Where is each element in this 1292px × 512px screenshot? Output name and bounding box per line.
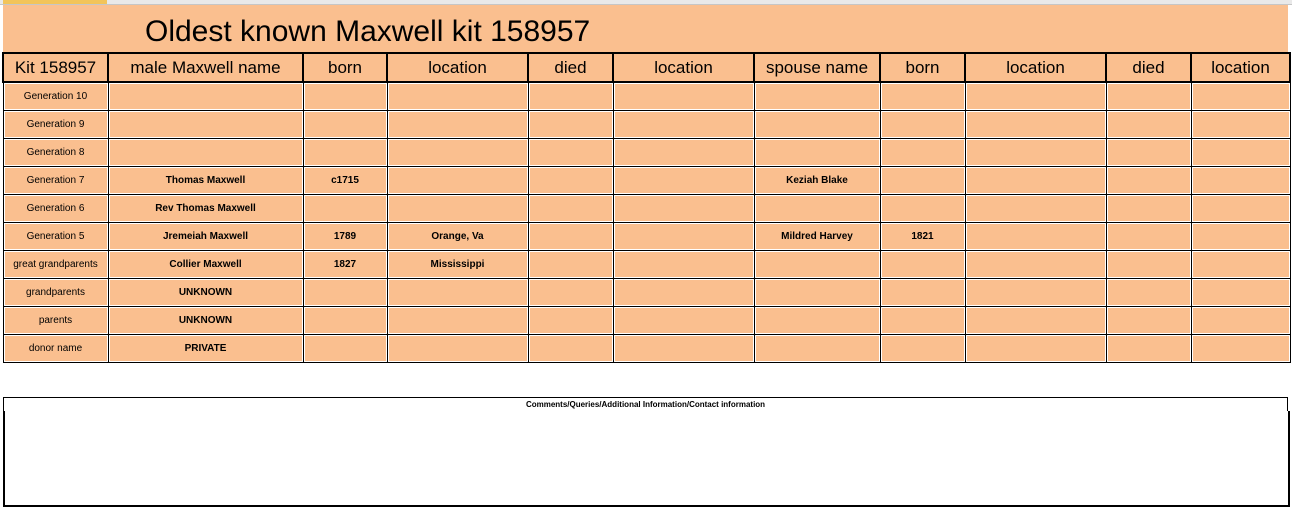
comments-input-area[interactable]	[3, 411, 1290, 507]
table-cell[interactable]: Keziah Blake	[754, 167, 880, 195]
table-cell[interactable]: 1821	[880, 223, 965, 251]
row-label-cell[interactable]: Generation 6	[3, 195, 108, 223]
table-cell[interactable]	[613, 335, 754, 363]
table-cell[interactable]	[613, 139, 754, 167]
ancestry-table	[2, 52, 1291, 363]
table-cell[interactable]	[1191, 251, 1290, 279]
table-cell[interactable]	[1191, 307, 1290, 335]
table-cell[interactable]	[108, 82, 303, 111]
comments-label[interactable]: Comments/Queries/Additional Information/Contact information	[3, 397, 1288, 413]
table-body	[3, 82, 1290, 363]
table-cell[interactable]	[1191, 167, 1290, 195]
table-cell[interactable]: UNKNOWN	[108, 307, 303, 335]
table-cell[interactable]: Mildred Harvey	[754, 223, 880, 251]
table-cell[interactable]	[613, 167, 754, 195]
row-label-cell[interactable]: Generation 8	[3, 139, 108, 167]
table-cell[interactable]	[528, 195, 613, 223]
table-row	[3, 307, 1290, 335]
table-cell[interactable]	[1191, 223, 1290, 251]
table-cell[interactable]	[387, 307, 528, 335]
table-cell[interactable]: Thomas Maxwell	[108, 167, 303, 195]
table-cell[interactable]	[1106, 167, 1191, 195]
column-header[interactable]: born	[880, 53, 965, 82]
column-header[interactable]: male Maxwell name	[108, 53, 303, 82]
table-cell[interactable]	[880, 195, 965, 223]
table-cell[interactable]	[1191, 335, 1290, 363]
table-cell[interactable]	[1106, 279, 1191, 307]
table-cell[interactable]	[754, 251, 880, 279]
table-cell[interactable]	[754, 111, 880, 139]
row-label-cell[interactable]: great grandparents	[3, 251, 108, 279]
table-cell[interactable]	[528, 335, 613, 363]
table-cell[interactable]	[965, 82, 1106, 111]
table-cell[interactable]	[613, 279, 754, 307]
column-header[interactable]: location	[613, 53, 754, 82]
table-cell[interactable]	[303, 139, 387, 167]
table-cell[interactable]	[1191, 195, 1290, 223]
table-cell[interactable]	[965, 223, 1106, 251]
table-cell[interactable]	[965, 335, 1106, 363]
table-cell[interactable]: 1827	[303, 251, 387, 279]
table-cell[interactable]	[965, 195, 1106, 223]
table-cell[interactable]	[613, 195, 754, 223]
table-row	[3, 279, 1290, 307]
table-cell[interactable]	[387, 279, 528, 307]
table-cell[interactable]	[880, 335, 965, 363]
table-cell[interactable]	[1106, 307, 1191, 335]
column-header[interactable]: Kit 158957	[3, 53, 108, 82]
table-row	[3, 111, 1290, 139]
table-cell[interactable]	[528, 82, 613, 111]
table-cell[interactable]	[754, 139, 880, 167]
table-cell[interactable]: Orange, Va	[387, 223, 528, 251]
table-cell[interactable]	[387, 139, 528, 167]
column-header[interactable]: died	[528, 53, 613, 82]
table-cell[interactable]	[613, 223, 754, 251]
table-cell[interactable]	[880, 111, 965, 139]
table-cell[interactable]	[528, 111, 613, 139]
table-cell[interactable]	[528, 251, 613, 279]
header-row	[3, 53, 1290, 82]
row-label-cell[interactable]: Generation 5	[3, 223, 108, 251]
table-cell[interactable]	[613, 251, 754, 279]
table-cell[interactable]	[880, 139, 965, 167]
table-cell[interactable]: 1789	[303, 223, 387, 251]
table-cell[interactable]	[880, 251, 965, 279]
table-row	[3, 335, 1290, 363]
table-row	[3, 82, 1290, 111]
table-cell[interactable]	[303, 279, 387, 307]
column-header[interactable]: spouse name	[754, 53, 880, 82]
table-cell[interactable]	[1106, 335, 1191, 363]
table-cell[interactable]	[880, 307, 965, 335]
table-cell[interactable]	[108, 139, 303, 167]
table-cell[interactable]	[613, 111, 754, 139]
table-cell[interactable]	[303, 111, 387, 139]
table-cell[interactable]: Rev Thomas Maxwell	[108, 195, 303, 223]
column-header[interactable]: born	[303, 53, 387, 82]
table-cell[interactable]	[528, 279, 613, 307]
table-cell[interactable]	[528, 307, 613, 335]
table-row	[3, 223, 1290, 251]
table-cell[interactable]	[613, 307, 754, 335]
row-label-cell[interactable]: Generation 7	[3, 167, 108, 195]
table-cell[interactable]	[387, 111, 528, 139]
table-cell[interactable]	[880, 167, 965, 195]
row-label-cell[interactable]: donor name	[3, 335, 108, 363]
row-label-cell[interactable]: grandparents	[3, 279, 108, 307]
table-cell[interactable]	[528, 139, 613, 167]
table-cell[interactable]	[965, 139, 1106, 167]
table-cell[interactable]	[880, 279, 965, 307]
table-cell[interactable]: Mississippi	[387, 251, 528, 279]
table-cell[interactable]	[303, 82, 387, 111]
column-header[interactable]: location	[1191, 53, 1290, 82]
table-cell[interactable]	[1106, 251, 1191, 279]
table-cell[interactable]	[1191, 111, 1290, 139]
table-row	[3, 167, 1290, 195]
table-cell[interactable]	[387, 167, 528, 195]
table-cell[interactable]	[754, 82, 880, 111]
table-cell[interactable]	[528, 167, 613, 195]
table-cell[interactable]	[528, 223, 613, 251]
table-cell[interactable]: UNKNOWN	[108, 279, 303, 307]
title-cell[interactable]	[3, 5, 1288, 52]
table-cell[interactable]	[1106, 139, 1191, 167]
table-cell[interactable]: Collier Maxwell	[108, 251, 303, 279]
table-cell[interactable]	[303, 335, 387, 363]
column-header[interactable]: location	[387, 53, 528, 82]
table-cell[interactable]	[387, 82, 528, 111]
table-cell[interactable]	[108, 111, 303, 139]
row-label-cell[interactable]: parents	[3, 307, 108, 335]
table-cell[interactable]	[303, 307, 387, 335]
table-cell[interactable]	[754, 195, 880, 223]
table-cell[interactable]	[880, 82, 965, 111]
table-cell[interactable]	[303, 195, 387, 223]
table-cell[interactable]	[613, 82, 754, 111]
table-cell[interactable]	[965, 279, 1106, 307]
table-cell[interactable]	[387, 335, 528, 363]
table-cell[interactable]	[754, 279, 880, 307]
table-row	[3, 195, 1290, 223]
column-header[interactable]: died	[1106, 53, 1191, 82]
table-cell[interactable]: Jremeiah Maxwell	[108, 223, 303, 251]
row-label-cell[interactable]: Generation 9	[3, 111, 108, 139]
table-cell[interactable]: PRIVATE	[108, 335, 303, 363]
table-cell[interactable]	[1106, 82, 1191, 111]
table-cell[interactable]	[965, 251, 1106, 279]
table-cell[interactable]	[387, 195, 528, 223]
table-cell[interactable]	[1106, 223, 1191, 251]
column-header[interactable]: location	[965, 53, 1106, 82]
selected-column-indicator	[3, 0, 107, 4]
table-cell[interactable]	[754, 335, 880, 363]
table-cell[interactable]: c1715	[303, 167, 387, 195]
table-cell[interactable]	[965, 111, 1106, 139]
sheet-title: Oldest known Maxwell kit 158957	[145, 15, 591, 48]
row-label-cell[interactable]: Generation 10	[3, 82, 108, 111]
table-row	[3, 139, 1290, 167]
table-cell[interactable]	[965, 307, 1106, 335]
table-cell[interactable]	[754, 307, 880, 335]
table-row	[3, 251, 1290, 279]
table-cell[interactable]	[1191, 279, 1290, 307]
table-cell[interactable]	[1106, 195, 1191, 223]
table-cell[interactable]	[965, 167, 1106, 195]
table-cell[interactable]	[1106, 111, 1191, 139]
table-cell[interactable]	[1191, 82, 1290, 111]
table-cell[interactable]	[1191, 139, 1290, 167]
